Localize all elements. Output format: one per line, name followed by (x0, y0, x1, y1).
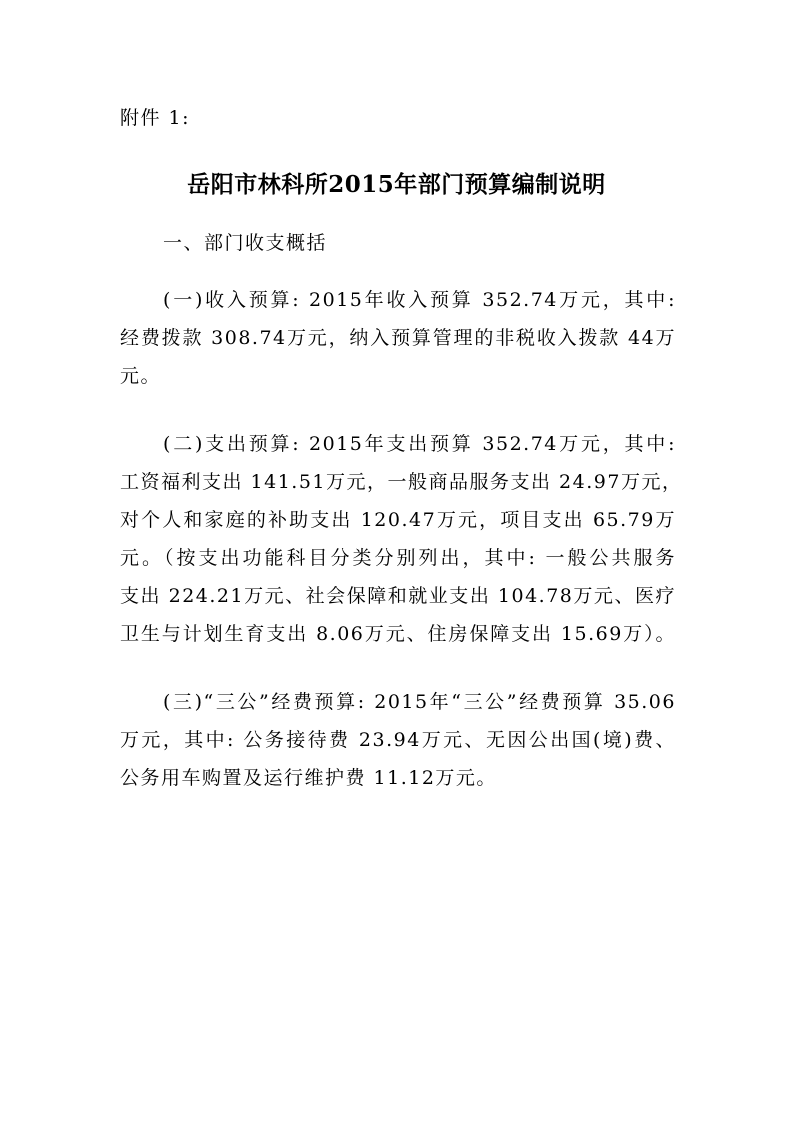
paragraph-line: 元。 (120, 365, 162, 387)
paragraph-line: 元。（按支出功能科目分类分别列出，其中: 一般公共服务 (120, 547, 676, 569)
paragraph-line: (三)“三公”经费预算: 2015年“三公”经费预算 35.06 (163, 691, 676, 713)
paragraph-line: 对个人和家庭的补助支出 120.47万元，项目支出 65.79万 (120, 509, 676, 531)
section-heading: 一、部门收支概括 (163, 232, 328, 254)
paragraph-line: 卫生与计划生育支出 8.06万元、住房保障支出 15.69万）。 (120, 623, 676, 645)
document-title: 岳阳市林科所2015年部门预算编制说明 (187, 171, 606, 198)
paragraph-line: (一)收入预算: 2015年收入预算 352.74万元，其中: (163, 289, 676, 311)
paragraph-line: 工资福利支出 141.51万元，一般商品服务支出 24.97万元， (120, 471, 683, 493)
paragraph-line: 万元，其中: 公务接待费 23.94万元、无因公出国(境)费、 (120, 729, 676, 751)
attachment-label: 附件 1: (120, 107, 191, 129)
paragraph-line: 支出 224.21万元、社会保障和就业支出 104.78万元、医疗 (120, 585, 676, 607)
paragraph-line: 公务用车购置及运行维护费 11.12万元。 (120, 767, 497, 789)
paragraph-line: (二)支出预算: 2015年支出预算 352.74万元，其中: (163, 433, 676, 455)
paragraph-line: 经费拨款 308.74万元，纳入预算管理的非税收入拨款 44万 (120, 327, 676, 349)
